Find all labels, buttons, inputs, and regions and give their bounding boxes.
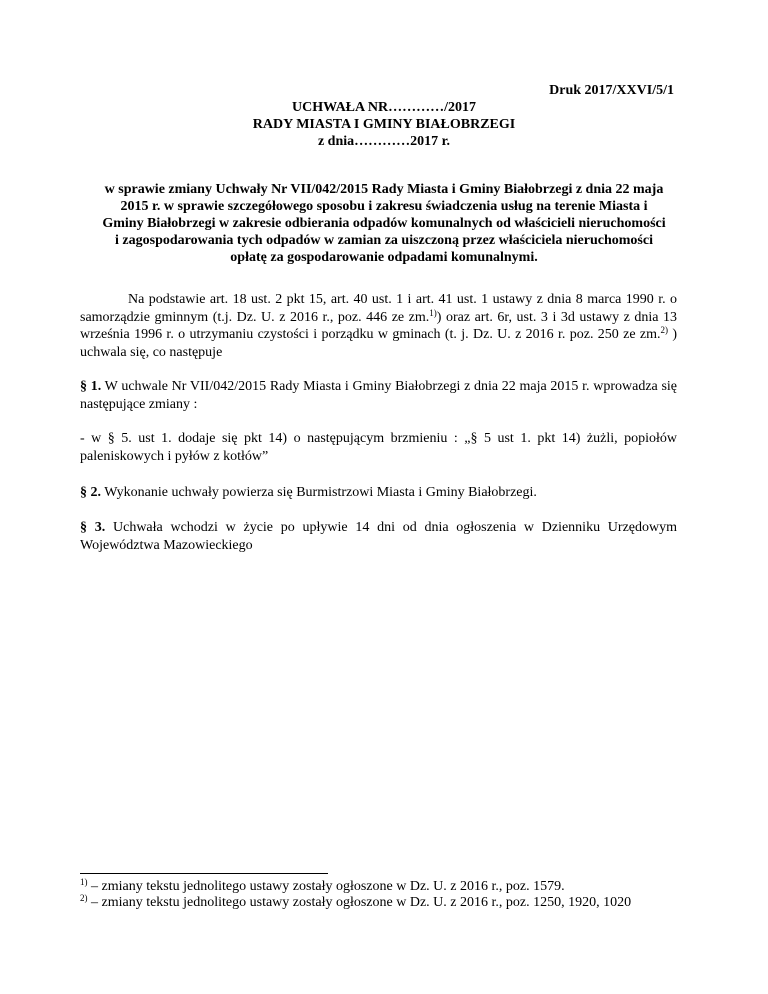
section-3-label: § 3. bbox=[80, 520, 106, 535]
footnote-separator bbox=[80, 873, 328, 874]
footnote-2 bbox=[80, 895, 680, 911]
footnote-1-text: – zmiany tekstu jednolitego ustawy zostały ogłoszone w Dz. U. z 2016 r., poz. 1579. bbox=[87, 879, 565, 894]
legal-basis-text-3: ) uchwala się, co następuje bbox=[80, 327, 677, 360]
footnote-1-mark: 1) bbox=[80, 877, 88, 887]
section-1 bbox=[80, 378, 677, 413]
footnote-ref-2: 2) bbox=[660, 325, 668, 335]
section-2-text: Wykonanie uchwały powierza się Burmistrzowi Miasta i Gminy Białobrzegi. bbox=[101, 485, 537, 500]
section-1-text: W uchwale Nr VII/042/2015 Rady Miasta i Gminy Białobrzegi z dnia 22 maja 2015 r. wprowadza się następujące zmiany : bbox=[80, 379, 678, 412]
resolution-title: UCHWAŁA NR…………/2017 bbox=[292, 100, 476, 115]
footnote-ref-1: 1) bbox=[429, 307, 437, 318]
legal-basis-text-1: Na podstawie art. 18 ust. 2 pkt 15, art. 40 ust. 1 i art. 41 ust. 1 ustawy z dnia 8 marca 1990 r. o samorządzie gminnym (t.j. Dz. U. z 2016 r., poz. 446 ze zm. bbox=[80, 292, 677, 325]
footnote-1 bbox=[80, 879, 680, 895]
footnote-2-text: – zmiany tekstu jednolitego ustawy zostały ogłoszone w Dz. U. z 2016 r., poz. 1250, 1920, 1020 bbox=[87, 895, 632, 910]
resolution-header bbox=[0, 99, 768, 150]
print-number: Druk 2017/XXVI/5/1 bbox=[549, 83, 674, 98]
footnote-2-mark: 2) bbox=[80, 893, 88, 903]
resolution-date: z dnia…………2017 r. bbox=[317, 134, 451, 149]
section-3 bbox=[80, 519, 677, 554]
section-2-label: § 2. bbox=[80, 485, 101, 500]
council-name: RADY MIASTA I GMINY BIAŁOBRZEGI bbox=[252, 117, 516, 132]
legal-basis-paragraph bbox=[80, 291, 677, 361]
footnotes bbox=[80, 879, 680, 911]
amendment-item: - w § 5. ust 1. dodaje się pkt 14) o następującym brzmieniu : „§ 5 ust 1. pkt 14) żużli, popiołów paleniskowych i pyłów z kotłów” bbox=[80, 431, 677, 464]
legal-basis-text-2: ) oraz art. 6r, ust. 3 i 3d ustawy z dnia 13 września 1996 r. o utrzymaniu czystości i porządku w gminach (t. j. Dz. U. z 2016 r. poz. 250 ze zm. bbox=[80, 309, 677, 342]
resolution-subject: w sprawie zmiany Uchwały Nr VII/042/2015 Rady Miasta i Gminy Białobrzegi z dnia 22 maja 2015 r. w sprawie szczegółowego sposobu i zakresu świadczenia usług na terenie Miasta i Gminy Białobrzegi w zakresie odbierania odpadów komunalnych od właścicieli nieruchomości i zagospodarowania tych odpadów w zamian za uiszczoną przez właściciela nieruchomości opłatę za gospodarowanie odpadami komunalnymi. bbox=[102, 182, 666, 265]
section-3-text: Uchwała wchodzi w życie po upływie 14 dni od dnia ogłoszenia w Dzienniku Urzędowym Województwa Mazowieckiego bbox=[80, 520, 678, 553]
section-1-label: § 1. bbox=[80, 379, 102, 394]
section-2 bbox=[80, 484, 677, 502]
